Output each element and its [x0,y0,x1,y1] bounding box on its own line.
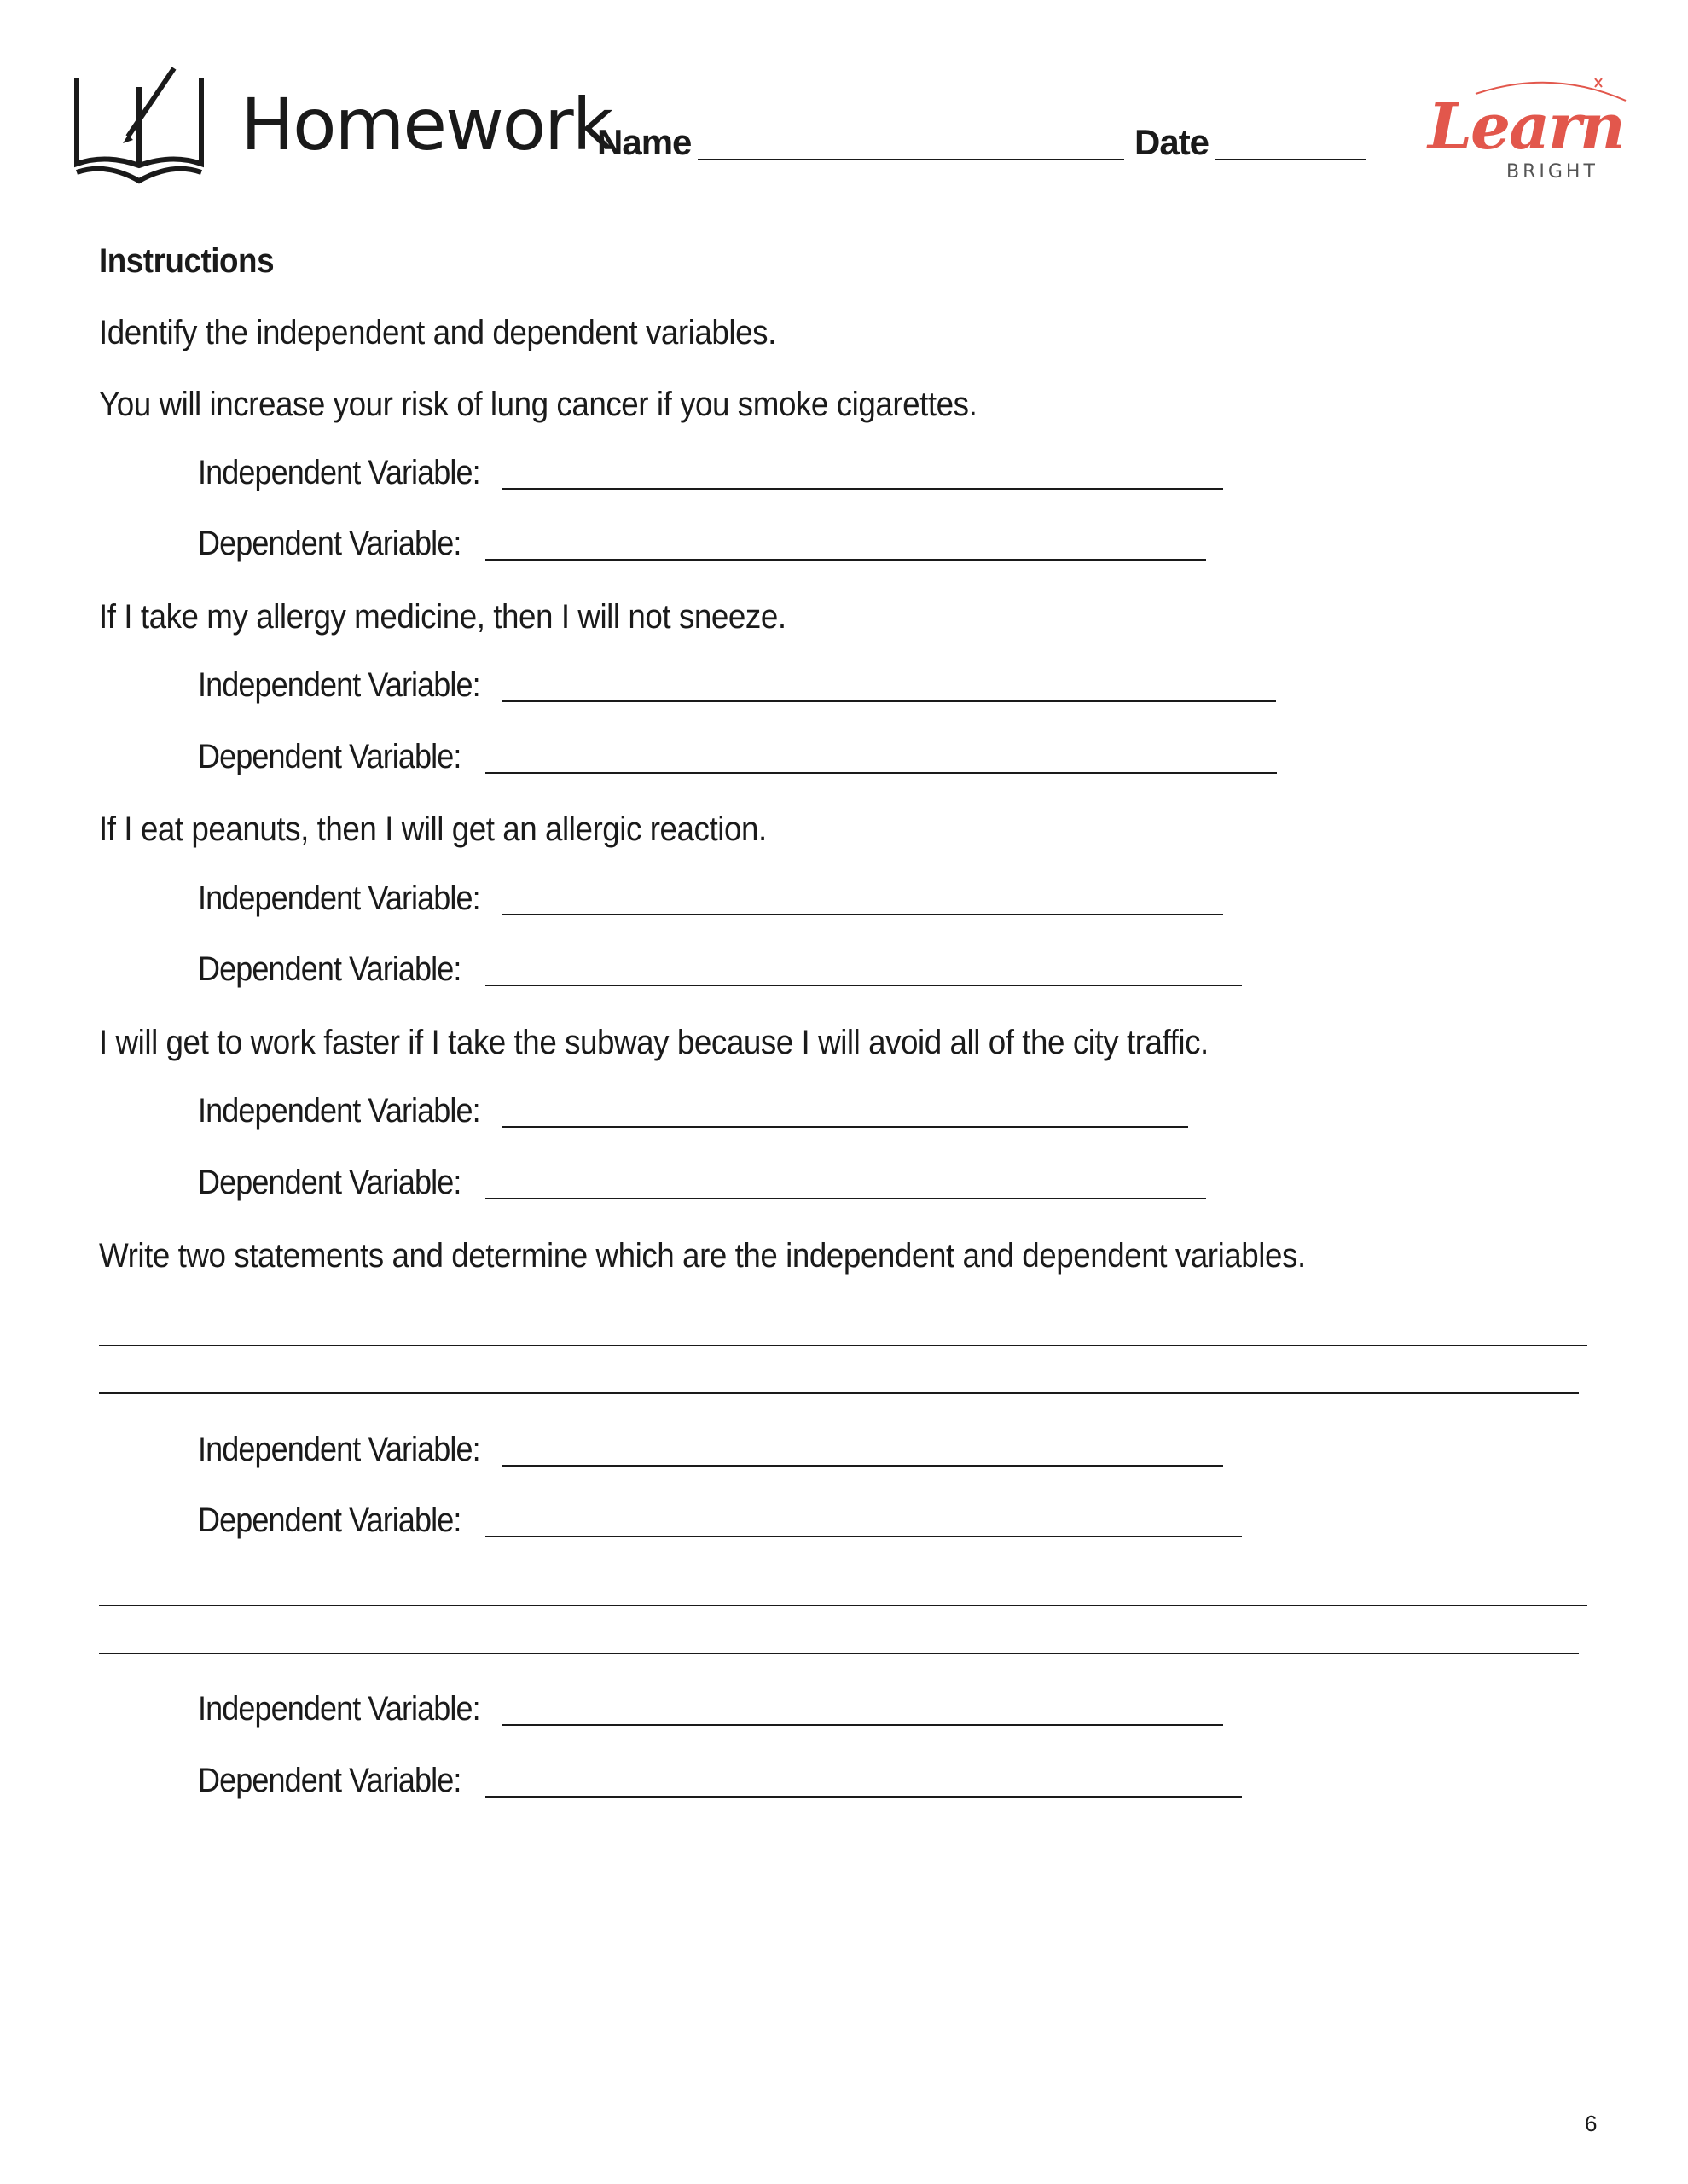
dependent-variable-answer[interactable] [198,1164,1206,1199]
dependent-variable-label: Dependent Variable: [198,738,461,775]
dependent-variable-label: Dependent Variable: [198,525,461,562]
dependent-variable-answer[interactable] [198,1762,1242,1798]
independent-variable-label: Independent Variable: [198,454,480,491]
answer-line[interactable] [485,738,1277,774]
homework-book-icon [72,61,206,189]
dependent-variable-label: Dependent Variable: [198,1762,461,1799]
dependent-variable-answer[interactable] [198,525,1206,561]
question-statement: You will increase your risk of lung cancer if you smoke cigarettes. [99,386,977,423]
date-label: Date [1134,122,1209,162]
dependent-variable-label: Dependent Variable: [198,1164,461,1201]
dependent-variable-answer[interactable] [198,1502,1242,1537]
page-number: 6 [1585,2111,1598,2136]
name-field[interactable] [597,122,1124,162]
answer-line[interactable] [502,666,1276,702]
independent-variable-label: Independent Variable: [198,1690,480,1728]
write-prompt: Write two statements and determine which are the independent and dependent variables. [99,1237,1306,1275]
independent-variable-answer[interactable] [198,1092,1188,1128]
answer-line[interactable] [502,1690,1223,1726]
answer-line[interactable] [485,1164,1206,1199]
statement-line[interactable] [99,1653,1579,1654]
answer-line[interactable] [502,1431,1223,1467]
instructions-heading: Instructions [99,242,275,280]
logo-sub: BRIGHT [1506,161,1598,183]
statement-line[interactable] [99,1345,1587,1346]
independent-variable-answer[interactable] [198,1690,1223,1726]
independent-variable-label: Independent Variable: [198,1092,480,1130]
learn-bright-logo [1424,77,1629,188]
date-field[interactable] [1134,122,1366,162]
answer-line[interactable] [502,1092,1188,1128]
page-title: Homework [241,83,612,166]
name-label: Name [597,122,692,162]
answer-line[interactable] [485,1502,1242,1537]
answer-line[interactable] [485,950,1242,986]
dependent-variable-label: Dependent Variable: [198,1502,461,1539]
independent-variable-answer[interactable] [198,666,1276,702]
answer-line[interactable] [502,454,1223,490]
question-statement: If I take my allergy medicine, then I will not sneeze. [99,598,786,636]
date-input-line[interactable] [1215,125,1366,160]
independent-variable-label: Independent Variable: [198,1431,480,1468]
logo-word: Learn [1428,90,1624,164]
name-input-line[interactable] [698,125,1124,160]
instructions-text: Identify the independent and dependent variables. [99,314,776,351]
statement-line[interactable] [99,1605,1587,1606]
dependent-variable-answer[interactable] [198,950,1242,986]
answer-line[interactable] [485,1762,1242,1798]
independent-variable-answer[interactable] [198,880,1223,915]
dependent-variable-answer[interactable] [198,738,1277,774]
independent-variable-label: Independent Variable: [198,880,480,917]
answer-line[interactable] [485,525,1206,561]
statement-line[interactable] [99,1392,1579,1394]
independent-variable-label: Independent Variable: [198,666,480,704]
answer-line[interactable] [502,880,1223,915]
question-statement: If I eat peanuts, then I will get an allergic reaction. [99,810,767,848]
question-statement: I will get to work faster if I take the subway because I will avoid all of the city traffic. [99,1024,1209,1061]
independent-variable-answer[interactable] [198,1431,1223,1467]
dependent-variable-label: Dependent Variable: [198,950,461,988]
independent-variable-answer[interactable] [198,454,1223,490]
